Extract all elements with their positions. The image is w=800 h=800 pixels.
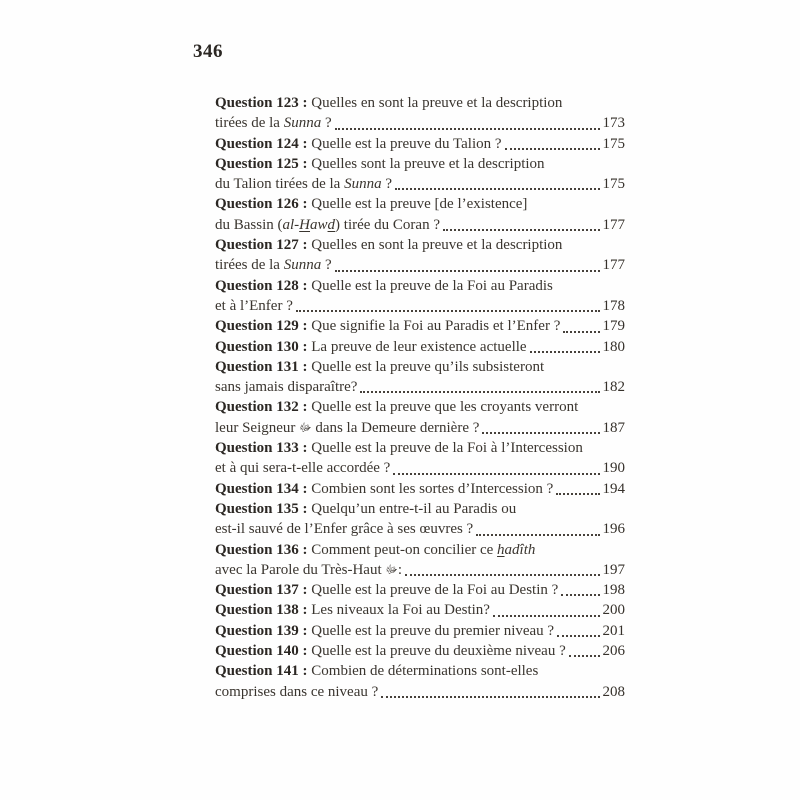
- toc-line-text: [215, 154, 545, 174]
- text-segment: Quelle est la preuve qu’ils subsisteront: [307, 358, 545, 375]
- dot-leader: [405, 574, 600, 576]
- text-segment: Quelle est la preuve que les croyants verront: [307, 399, 579, 416]
- page-ref: 177: [602, 216, 625, 233]
- toc-entry: [215, 499, 625, 540]
- toc-line: [215, 93, 625, 113]
- page-ref: 182: [602, 379, 625, 396]
- page-ref: 190: [602, 460, 625, 477]
- page-ref: 200: [602, 602, 625, 619]
- text-segment: du Bassin (: [215, 216, 283, 233]
- toc-entry: [215, 397, 625, 438]
- page-ref: 175: [602, 176, 625, 193]
- text-segment: et à qui sera-t-elle accordée ?: [215, 460, 391, 477]
- toc-line-text: [215, 418, 479, 438]
- toc-line: [215, 154, 625, 174]
- toc-line-text: [215, 174, 392, 194]
- text-segment: avec la Parole du Très-Haut: [215, 561, 386, 578]
- toc-line-text: [215, 600, 490, 620]
- question-label: Question 135 :: [215, 500, 308, 517]
- question-label: Question 137 :: [215, 582, 308, 599]
- page-ref: 180: [602, 338, 625, 355]
- text-segment: Que signifie la Foi au Paradis et l’Enfer ?: [307, 318, 561, 335]
- dot-leader: [335, 270, 600, 272]
- toc-line: [215, 438, 625, 458]
- toc-line: [215, 194, 625, 214]
- text-segment: est-il sauvé de l’Enfer grâce à ses œuvres ?: [215, 521, 474, 538]
- toc-entry: [215, 438, 625, 479]
- text-segment: Sunna: [344, 176, 382, 193]
- toc-line-text: [215, 357, 544, 377]
- toc-line: [215, 661, 625, 681]
- text-segment: du Talion tirées de la: [215, 176, 345, 193]
- text-segment: Combien sont les sortes d’Intercession ?: [307, 480, 554, 497]
- toc-line-text: [215, 337, 527, 357]
- page-ref: 175: [602, 135, 625, 152]
- question-label: Question 131 :: [215, 358, 308, 375]
- toc-line: [215, 641, 625, 661]
- toc: [215, 93, 625, 702]
- page-ref: 173: [602, 115, 625, 132]
- dot-leader: [443, 229, 600, 231]
- toc-entry: [215, 621, 625, 641]
- toc-line: [215, 215, 625, 235]
- page-ref: 208: [602, 683, 625, 700]
- toc-line-text: [215, 316, 560, 336]
- toc-entry: [215, 154, 625, 195]
- text-segment: Quelles en sont la preuve et la description: [307, 237, 563, 254]
- toc-entry: [215, 357, 625, 398]
- question-label: Question 124 :: [215, 135, 308, 152]
- toc-entry: [215, 580, 625, 600]
- dot-leader: [476, 534, 599, 536]
- toc-line: [215, 316, 625, 336]
- dot-leader: [493, 615, 600, 617]
- text-segment: Quelle est la preuve de la Foi au Destin ?: [307, 582, 559, 599]
- question-label: Question 129 :: [215, 318, 308, 335]
- dot-leader: [505, 148, 600, 150]
- honorific-glyph: ﷻ: [385, 563, 398, 576]
- dot-leader: [395, 188, 600, 190]
- text-segment: aw: [310, 216, 328, 233]
- question-label: Question 123 :: [215, 95, 308, 111]
- toc-entry: [215, 316, 625, 336]
- dot-leader: [335, 128, 600, 130]
- dot-leader: [482, 432, 599, 434]
- toc-entry: [215, 600, 625, 620]
- toc-line-text: [215, 397, 578, 417]
- question-label: Question 138 :: [215, 602, 308, 619]
- toc-line-text: [215, 560, 402, 580]
- text-segment: Quelle est la preuve du deuxième niveau ?: [307, 643, 566, 660]
- toc-line: [215, 621, 625, 641]
- question-label: Question 134 :: [215, 480, 308, 497]
- text-segment: Quelle est la preuve du premier niveau ?: [307, 622, 555, 639]
- toc-entry: [215, 641, 625, 661]
- toc-line: [215, 134, 625, 154]
- text-segment: ) tirée du Coran ?: [335, 216, 440, 233]
- dot-leader: [393, 473, 599, 475]
- text-segment: Comment peut-on concilier ce: [307, 541, 498, 558]
- toc-line: [215, 397, 625, 417]
- text-segment: H: [299, 216, 311, 233]
- text-segment: Combien de déterminations sont-elles: [307, 663, 539, 680]
- text-segment: Sunna: [283, 257, 322, 274]
- text-segment: leur Seigneur: [215, 419, 300, 436]
- text-segment: dans la Demeure dernière ?: [311, 419, 480, 436]
- text-segment: Les niveaux la Foi au Destin?: [307, 602, 490, 619]
- text-segment: Quelle est la preuve du Talion ?: [307, 135, 502, 152]
- text-segment: Quelle est la preuve [de l’existence]: [307, 196, 528, 213]
- toc-line: [215, 479, 625, 499]
- toc-entry: [215, 276, 625, 317]
- toc-line-text: [215, 661, 538, 681]
- question-label: Question 125 :: [215, 155, 308, 172]
- toc-entry: [215, 661, 625, 702]
- toc-line: [215, 337, 625, 357]
- text-segment: sans jamais disparaître?: [215, 379, 358, 396]
- toc-entry: [215, 337, 625, 357]
- page-ref: 179: [602, 318, 625, 335]
- text-segment: tirées de la: [215, 257, 284, 274]
- toc-line: [215, 255, 625, 275]
- honorific-glyph: ﷻ: [299, 421, 312, 434]
- text-segment: Quelles en sont la preuve et la description: [307, 95, 563, 111]
- toc-line-text: [215, 438, 583, 458]
- text-segment: ?: [381, 176, 392, 193]
- question-label: Question 136 :: [215, 541, 308, 558]
- dot-leader: [360, 391, 599, 393]
- text-segment: ?: [321, 257, 332, 274]
- folio-page-number: 346: [193, 41, 223, 62]
- toc-line-text: [215, 255, 332, 275]
- toc-line-text: [215, 641, 566, 661]
- text-segment: tirées de la: [215, 115, 284, 132]
- question-label: Question 132 :: [215, 399, 308, 416]
- text-segment: Quelqu’un entre-t-il au Paradis ou: [307, 500, 517, 517]
- toc-line-text: [215, 296, 293, 316]
- page-ref: 198: [602, 582, 625, 599]
- text-segment: Sunna: [283, 115, 322, 132]
- toc-line: [215, 682, 625, 702]
- toc-line: [215, 296, 625, 316]
- toc-line: [215, 235, 625, 255]
- toc-line-text: [215, 215, 440, 235]
- question-label: Question 133 :: [215, 440, 308, 457]
- toc-entry: [215, 479, 625, 499]
- text-segment: La preuve de leur existence actuelle: [307, 338, 527, 355]
- text-segment: Quelles sont la preuve et la description: [307, 155, 545, 172]
- toc-line-text: [215, 621, 554, 641]
- toc-line-text: [215, 113, 332, 133]
- toc-entry: [215, 194, 625, 235]
- page-ref: 196: [602, 521, 625, 538]
- toc-entry: [215, 134, 625, 154]
- dot-leader: [296, 310, 600, 312]
- page-ref: 178: [602, 297, 625, 314]
- text-segment: d: [327, 216, 336, 233]
- toc-line-text: [215, 540, 535, 560]
- page-ref: 206: [602, 643, 625, 660]
- question-label: Question 128 :: [215, 277, 308, 294]
- toc-line-text: [215, 377, 357, 397]
- toc-line: [215, 418, 625, 438]
- toc-line-text: [215, 194, 527, 214]
- toc-entry: [215, 93, 625, 134]
- toc-line: [215, 458, 625, 478]
- text-segment: comprises dans ce niveau ?: [215, 683, 379, 700]
- toc-entry: [215, 540, 625, 581]
- toc-line: [215, 276, 625, 296]
- dot-leader: [556, 493, 599, 495]
- toc-line: [215, 560, 625, 580]
- dot-leader: [557, 635, 599, 637]
- toc-line-text: [215, 458, 390, 478]
- text-segment: Quelle est la preuve de la Foi à l’Intercession: [307, 440, 583, 457]
- toc-line: [215, 540, 625, 560]
- question-label: Question 126 :: [215, 196, 308, 213]
- page-ref: 177: [602, 257, 625, 274]
- dot-leader: [561, 594, 599, 596]
- toc-line: [215, 519, 625, 539]
- toc-line-text: [215, 682, 378, 702]
- question-label: Question 130 :: [215, 338, 308, 355]
- toc-line: [215, 357, 625, 377]
- toc-line-text: [215, 93, 562, 113]
- toc-line-text: [215, 499, 516, 519]
- toc-line: [215, 377, 625, 397]
- toc-line-text: [215, 519, 473, 539]
- text-segment: Quelle est la preuve de la Foi au Paradis: [307, 277, 553, 294]
- question-label: Question 141 :: [215, 663, 308, 680]
- page-ref: 201: [602, 622, 625, 639]
- toc-line-text: [215, 235, 562, 255]
- toc-line: [215, 499, 625, 519]
- page-ref: 187: [602, 419, 625, 436]
- toc-line-text: [215, 134, 502, 154]
- page-ref: 197: [602, 561, 625, 578]
- dot-leader: [563, 331, 599, 333]
- toc-line: [215, 580, 625, 600]
- text-segment: al-: [282, 216, 300, 233]
- toc-line-text: [215, 479, 553, 499]
- dot-leader: [530, 351, 600, 353]
- question-label: Question 139 :: [215, 622, 308, 639]
- toc-entry: [215, 235, 625, 276]
- toc-line: [215, 174, 625, 194]
- text-segment: ?: [321, 115, 332, 132]
- page-ref: 194: [602, 480, 625, 497]
- dot-leader: [569, 655, 600, 657]
- toc-line-text: [215, 276, 553, 296]
- dot-leader: [381, 696, 599, 698]
- question-label: Question 127 :: [215, 237, 308, 254]
- toc-line-text: [215, 580, 558, 600]
- toc-line: [215, 600, 625, 620]
- text-segment: adîth: [504, 541, 536, 558]
- text-segment: et à l’Enfer ?: [215, 297, 293, 314]
- toc-line: [215, 113, 625, 133]
- text-segment: h: [497, 541, 505, 558]
- text-segment: :: [397, 561, 402, 578]
- question-label: Question 140 :: [215, 643, 308, 660]
